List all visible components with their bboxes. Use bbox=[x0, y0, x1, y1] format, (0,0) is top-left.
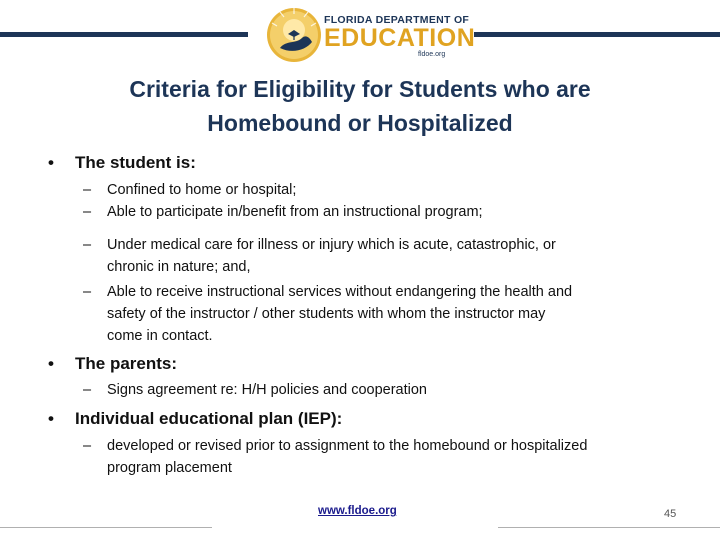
bullet-iep bbox=[48, 409, 343, 429]
bullet-student bbox=[48, 153, 196, 173]
sub-item-text: Able to receive instructional services without endangering the health and bbox=[107, 284, 573, 300]
sub-item-text: Confined to home or hospital; bbox=[107, 182, 297, 198]
logo-department-text: FLORIDA DEPARTMENT OF bbox=[324, 14, 470, 26]
bullet-parents bbox=[48, 354, 178, 374]
sub-item bbox=[83, 379, 427, 401]
sub-dash: – bbox=[83, 237, 92, 253]
sun-seal-icon bbox=[266, 4, 322, 66]
footer-website-link[interactable]: www.fldoe.org bbox=[318, 505, 397, 517]
title-line-2: Homebound or Hospitalized bbox=[207, 110, 513, 136]
logo-url-text: fldoe.org bbox=[418, 51, 446, 58]
logo-education-text: EDUCATION bbox=[324, 24, 476, 52]
sub-item-text: Under medical care for illness or injury which is acute, catastrophic, or bbox=[107, 237, 556, 253]
slide-title bbox=[60, 72, 660, 140]
bullet-dot: • bbox=[48, 409, 54, 428]
sub-dash: – bbox=[83, 284, 92, 300]
sub-item bbox=[83, 281, 573, 347]
sub-dash: – bbox=[83, 204, 92, 220]
page-number: 45 bbox=[664, 508, 677, 520]
footer-divider-left bbox=[0, 527, 212, 528]
sub-item bbox=[83, 234, 556, 278]
sub-item bbox=[83, 179, 297, 201]
bullet-heading: The parents: bbox=[75, 354, 178, 373]
sub-item-text: Signs agreement re: H/H policies and cooperation bbox=[107, 382, 427, 398]
sub-item-text: Able to participate in/benefit from an instructional program; bbox=[107, 204, 483, 220]
sub-item-text: come in contact. bbox=[107, 328, 213, 344]
sub-item bbox=[83, 435, 588, 479]
sub-dash: – bbox=[83, 438, 92, 454]
bullet-heading: The student is: bbox=[75, 153, 196, 172]
fldoe-logo bbox=[266, 4, 476, 66]
sub-dash: – bbox=[83, 382, 92, 398]
sub-item-text: chronic in nature; and, bbox=[107, 259, 251, 275]
sub-dash: – bbox=[83, 182, 92, 198]
bullet-heading: Individual educational plan (IEP): bbox=[75, 409, 343, 428]
sub-item-text: program placement bbox=[107, 460, 232, 476]
header-bar-right bbox=[474, 32, 720, 37]
footer-divider-right bbox=[498, 527, 720, 528]
sub-item bbox=[83, 201, 483, 223]
header-bar-left bbox=[0, 32, 248, 37]
bullet-dot: • bbox=[48, 354, 54, 373]
bullet-dot: • bbox=[48, 153, 54, 172]
sub-item-text: safety of the instructor / other students with whom the instructor may bbox=[107, 306, 546, 322]
title-line-1: Criteria for Eligibility for Students who are bbox=[129, 76, 591, 102]
sub-item-text: developed or revised prior to assignment to the homebound or hospitalized bbox=[107, 438, 588, 454]
